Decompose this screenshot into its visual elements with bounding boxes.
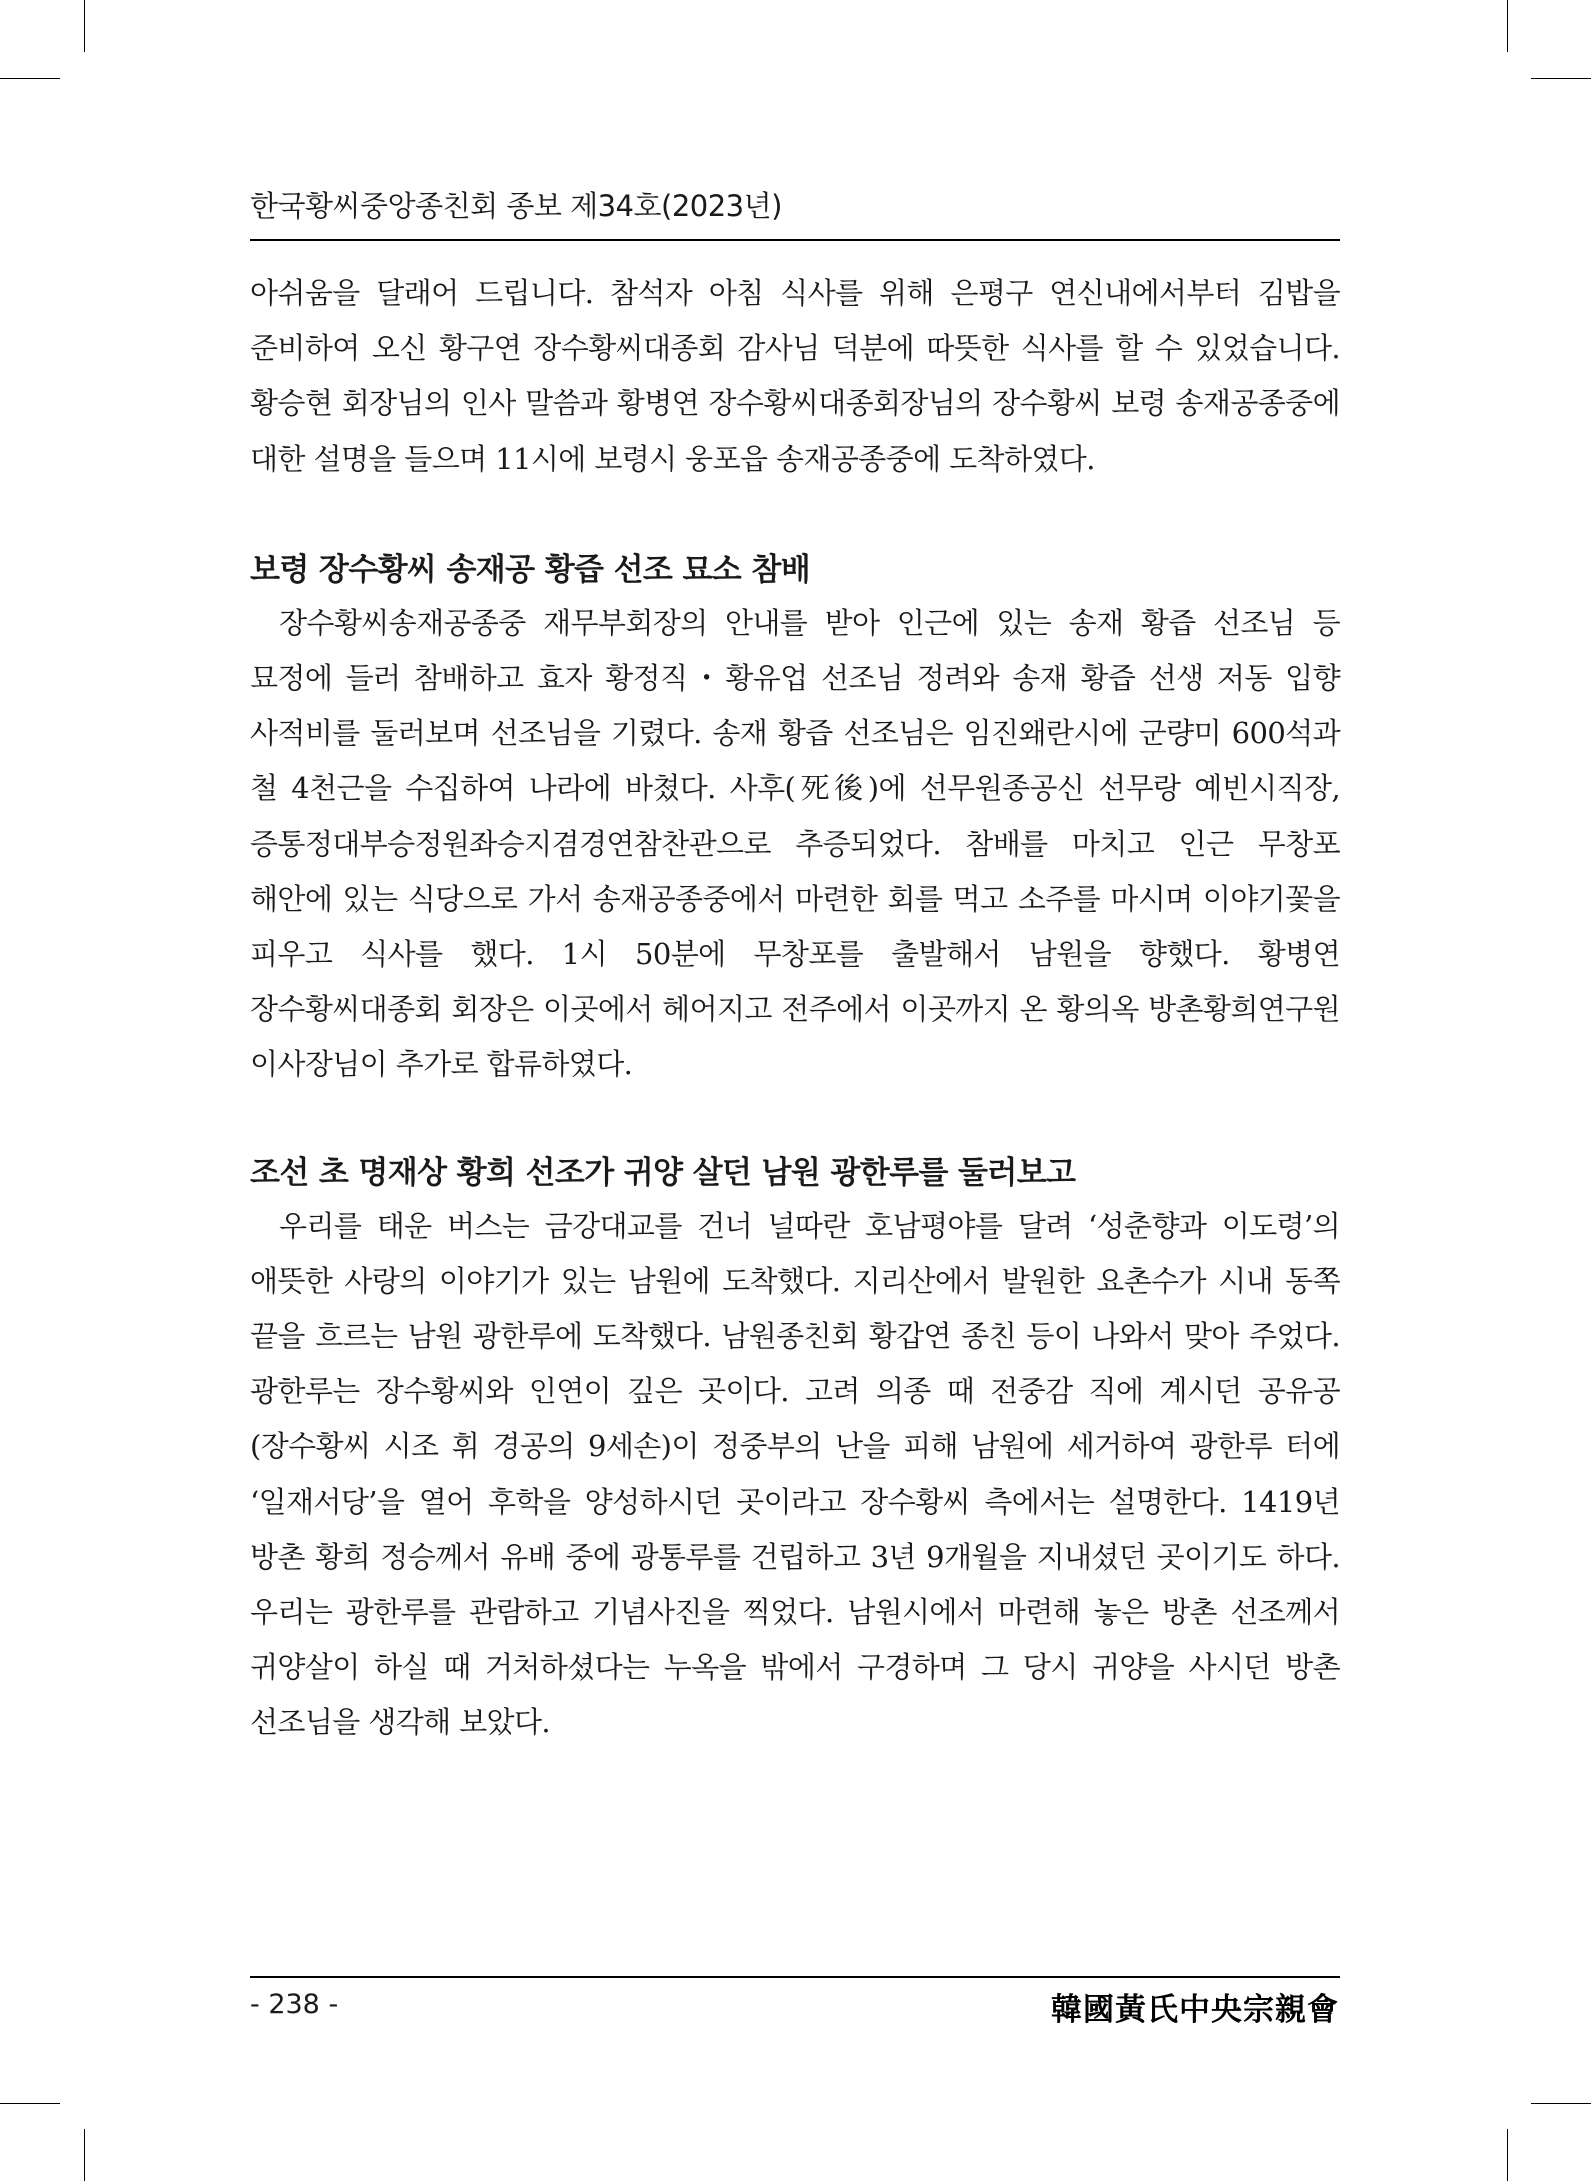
article-body [250, 266, 1340, 1751]
footer-divider [250, 1976, 1340, 1978]
header-divider [250, 239, 1340, 241]
running-header: 한국황씨중앙종친회 종보 제34호(2023년) [250, 189, 782, 223]
section-heading: 보령 장수황씨 송재공 황즙 선조 묘소 참배 [250, 551, 811, 588]
spacer [250, 487, 1340, 544]
organization-logo: 韓國黃氏中央宗親會 [1051, 1992, 1339, 2028]
body-paragraph: 아쉬움을 달래어 드립니다. 참석자 아침 식사를 위해 은평구 연신내에서부터 김밥을 준비하여 오신 황구연 장수황씨대종회 감사님 덕분에 따뜻한 식사를 할 수 있었습니다. 황승현 회장님의 인사 말씀과 황병연 장수황씨대종회장님의 장수황씨 보령 송재공종중에 대한 설명을 들으며 11시에 보령시 웅포읍 송재공종중에 도착하였다. [250, 276, 1340, 476]
section-heading: 조선 초 명재상 황희 선조가 귀양 살던 남원 광한루를 둘러보고 [250, 1154, 1076, 1191]
body-paragraph: 우리를 태운 버스는 금강대교를 건너 널따란 호남평야를 달려 ‘성춘향과 이도령’의 애뜻한 사랑의 이야기가 있는 남원에 도착했다. 지리산에서 발원한 요촌수가 시내 동쪽 끝을 흐르는 남원 광한루에 도착했다. 남원종친회 황갑연 종친 등이 나와서 맞아 주었다. 광한루는 장수황씨와 인연이 깊은 곳이다. 고려 의종 때 전중감 직에 계시던 공유공(장수황씨 시조 휘 경공의 9세손)이 정중부의 난을 피해 남원에 세거하여 광한루 터에 ‘일재서당’을 열어 후학을 양성하시던 곳이라고 장수황씨 측에서는 설명한다. 1419년 방촌 황희 정승께서 유배 중에 광통루를 건립하고 3년 9개월을 지내셨던 곳이기도 하다. 우리는 광한루를 관람하고 기념사진을 찍었다. 남원시에서 마련해 놓은 방촌 선조께서 귀양살이 하실 때 거처하셨다는 누옥을 밖에서 구경하며 그 당시 귀양을 사시던 방촌 선조님을 생각해 보았다. [250, 1208, 1340, 1740]
crop-mark [1507, 2129, 1508, 2181]
crop-mark [84, 0, 85, 52]
spacer [250, 1093, 1340, 1147]
body-paragraph: 장수황씨송재공종중 재무부회장의 안내를 받아 인근에 있는 송재 황즙 선조님 등 묘정에 들러 참배하고 효자 황정직・황유업 선조님 정려와 송재 황즙 선생 저동 입향 사적비를 둘러보며 선조님을 기렸다. 송재 황즙 선조님은 임진왜란시에 군량미 600석과 철 4천근을 수집하여 나라에 바쳤다. 사후(死後)에 선무원종공신 선무랑 예빈시직장, 증통정대부승정원좌승지겸경연참찬관으로 추증되었다. 참배를 마치고 인근 무창포 해안에 있는 식당으로 가서 송재공종중에서 마련한 회를 먹고 소주를 마시며 이야기꽃을 피우고 식사를 했다. 1시 50분에 무창포를 출발해서 남원을 향했다. 황병연 장수황씨대종회 회장은 이곳에서 헤어지고 전주에서 이곳까지 온 황의옥 방촌황희연구원 이사장님이 추가로 합류하였다. [250, 605, 1340, 1082]
crop-mark [0, 2103, 60, 2104]
crop-mark [84, 2129, 85, 2181]
crop-mark [0, 78, 60, 79]
crop-mark [1531, 2103, 1591, 2104]
crop-mark [1507, 0, 1508, 52]
crop-mark [1531, 78, 1591, 79]
page-number: - 238 - [250, 1989, 339, 2020]
